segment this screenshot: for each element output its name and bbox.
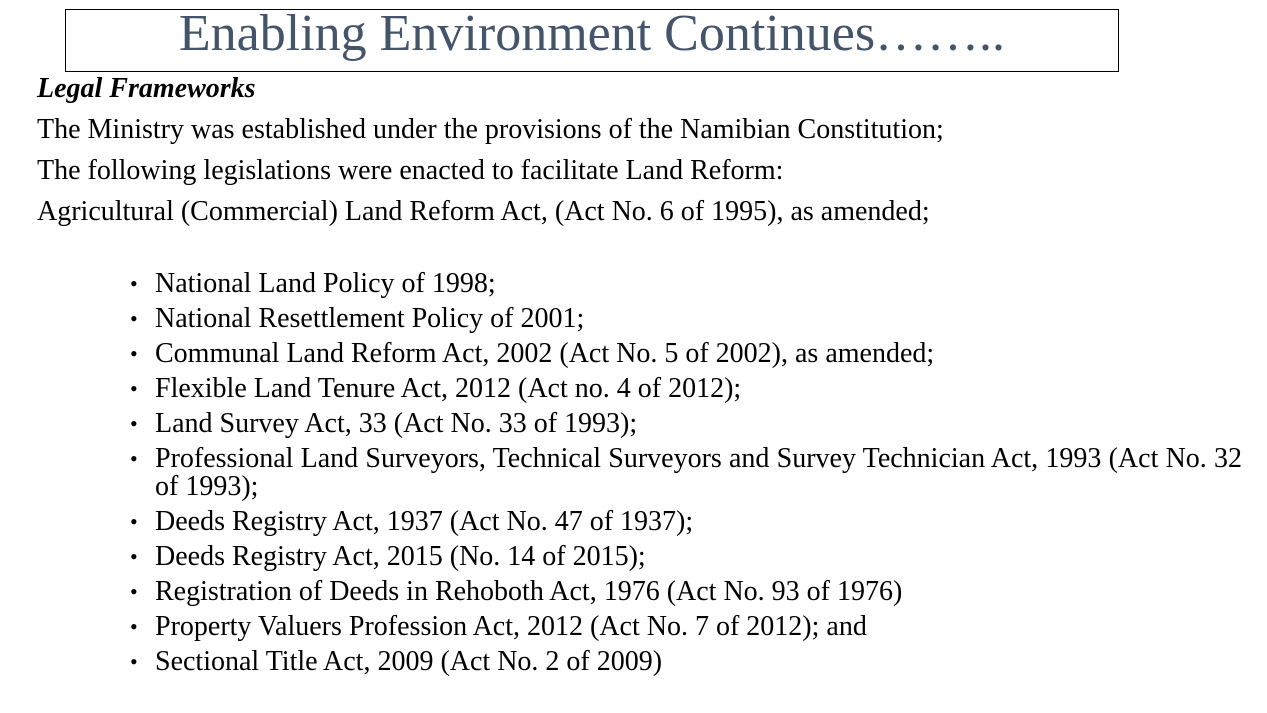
list-item-text: Deeds Registry Act, 1937 (Act No. 47 of 1937);	[155, 506, 694, 537]
list-item	[130, 578, 1242, 606]
list-item	[130, 543, 1242, 571]
bullet-icon: •	[130, 341, 138, 366]
legislation-list	[130, 270, 1242, 683]
list-item	[130, 340, 1242, 368]
slide-title: Enabling Environment Continues……..	[178, 5, 1006, 62]
list-item-text: Communal Land Reform Act, 2002 (Act No. 5 of 2002), as amended;	[155, 338, 935, 369]
list-item-text: Deeds Registry Act, 2015 (No. 14 of 2015);	[155, 541, 646, 572]
bullet-icon: •	[130, 411, 138, 436]
slide-title-box	[65, 5, 1119, 72]
list-item-text: Professional Land Surveyors, Technical Surveyors and Survey Technician Act, 1993 (Act No. 32 of 1993);	[155, 443, 1242, 502]
list-item	[130, 613, 1242, 641]
list-item	[130, 508, 1242, 536]
list-item-text: Land Survey Act, 33 (Act No. 33 of 1993);	[155, 408, 638, 439]
list-item	[130, 648, 1242, 676]
list-item-text: Property Valuers Profession Act, 2012 (Act No. 7 of 2012); and	[155, 611, 867, 642]
list-item	[130, 445, 1242, 501]
bullet-icon: •	[130, 306, 138, 331]
list-item	[130, 375, 1242, 403]
paragraph-ministry-established: The Ministry was established under the provisions of the Namibian Constitution;	[37, 114, 944, 145]
bullet-icon: •	[130, 446, 138, 471]
bullet-icon: •	[130, 579, 138, 604]
list-item-text: National Resettlement Policy of 2001;	[155, 303, 585, 334]
bullet-icon: •	[130, 649, 138, 674]
bullet-icon: •	[130, 614, 138, 639]
bullet-icon: •	[130, 509, 138, 534]
paragraph-agricultural-act: Agricultural (Commercial) Land Reform Act, (Act No. 6 of 1995), as amended;	[37, 196, 930, 227]
bullet-icon: •	[130, 544, 138, 569]
list-item-text: Flexible Land Tenure Act, 2012 (Act no. 4 of 2012);	[155, 373, 742, 404]
paragraph-legislations-intro: The following legislations were enacted to facilitate Land Reform:	[37, 155, 784, 186]
list-item-text: Registration of Deeds in Rehoboth Act, 1976 (Act No. 93 of 1976)	[155, 576, 903, 607]
section-heading-legal-frameworks: Legal Frameworks	[37, 73, 256, 104]
list-item	[130, 305, 1242, 333]
list-item	[130, 270, 1242, 298]
list-item	[130, 410, 1242, 438]
bullet-icon: •	[130, 271, 138, 296]
list-item-text: Sectional Title Act, 2009 (Act No. 2 of 2009)	[155, 646, 663, 677]
list-item-text: National Land Policy of 1998;	[155, 268, 496, 299]
bullet-icon: •	[130, 376, 138, 401]
